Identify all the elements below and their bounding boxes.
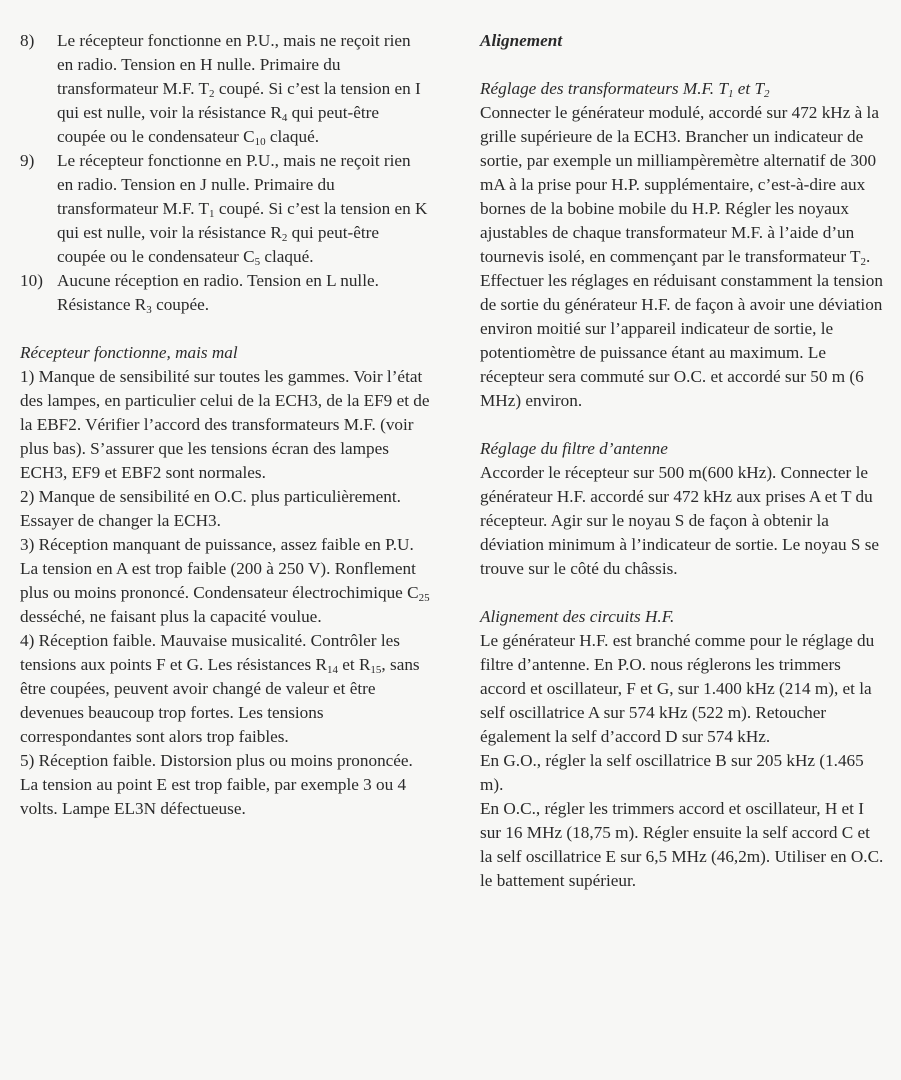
paragraph-hf-go: En G.O., régler la self oscillatrice B sur 205 kHz (1.465 m). [480, 751, 864, 794]
paragraph-3: 3) Réception manquant de puissance, assez faible en P.U. La tension en A est trop faible (200 à 250 V). Ronflement plus ou moins prononcé. Condensateur électrochimique $C_{25}$ desséché, ne faisant plus la capacité voulue. [20, 535, 430, 626]
paragraph-2: 2) Manque de sensibilité en O.C. plus particulièrement. Essayer de changer la ECH3. [20, 487, 401, 530]
page-title: Alignement [480, 31, 563, 50]
paragraph-4: 4) Réception faible. Mauvaise musicalité. Contrôler les tensions aux points F et G. Les résistances $R_{14}$ et $R_{15}$, sans être coupées, peuvent avoir changé de valeur et être devenues beaucoup trop fortes. Les tensions correspondantes sont alors trop faibles. [20, 631, 420, 746]
paragraph-hf-po: Le générateur H.F. est branché comme pour le réglage du filtre d’antenne. En P.O. nous réglerons les trimmers accord et oscillateur, F et G, sur 1.400 kHz (214 m), et la self oscillatrice A sur 574 kHz (522 m). Retoucher également la self d’accord D sur 574 kHz. [480, 631, 875, 746]
paragraph-hf-oc: En O.C., régler les trimmers accord et oscillateur, H et I sur 16 MHz (18,75 m). Régler ensuite la self accord C et la self oscillatrice E sur 6,5 MHz (46,2m). Utiliser en O.C. le battement supérieur. [480, 799, 884, 890]
list-text: Le récepteur fonctionne en P.U., mais ne reçoit rien en radio. Tension en H nulle. Primaire du transformateur M.F. $T_2$ coupé. Si c’est la tension en I qui est nulle, voir la résistance $R_4$ qui peut-être coupée ou le condensateur $C_{10}$ claqué. [57, 31, 421, 148]
paragraph-antenna: Accorder le récepteur sur 500 m(600 kHz). Connecter le générateur H.F. accordé sur 472 kHz aux prises A et T du récepteur. Agir sur le noyau S de façon à obtenir la déviation minimum à l’indicateur de sortie. Le noyau S se trouve sur le côté du châssis. [480, 463, 880, 578]
list-text: Aucune réception en radio. Tension en L nulle. Résistance $R_3$ coupée. [57, 271, 379, 316]
section-heading: Récepteur fonctionne, mais mal [20, 343, 238, 362]
list-number: 9) [20, 151, 35, 170]
section-heading-mf: Réglage des transformateurs M.F. $T_1$ et $T_2$ [480, 79, 770, 100]
list-text: Le récepteur fonctionne en P.U., mais ne reçoit rien en radio. Tension en J nulle. Primaire du transformateur M.F. $T_1$ coupé. Si c’est la tension en K qui est nulle, voir la résistance $R_2$ qui peut-être coupée ou le condensateur $C_5$ claqué. [57, 151, 428, 268]
paragraph-1: 1) Manque de sensibilité sur toutes les gammes. Voir l’état des lampes, en particulier celui de la ECH3, de la EF9 et de la EBF2. Vérifier l’accord des transformateurs M.F. (voir plus bas). S’assurer que les tensions écran des lampes ECH3, EF9 et EBF2 sont normales. [20, 367, 430, 482]
right-column [480, 29, 885, 893]
section-heading-antenna: Réglage du filtre d’antenne [480, 439, 668, 458]
list-number: 8) [20, 31, 35, 50]
list-item-8 [20, 29, 430, 149]
list-number: 10) [20, 271, 43, 290]
list-item-9 [20, 149, 430, 269]
section-heading-hf: Alignement des circuits H.F. [480, 607, 675, 626]
paragraph-mf: Connecter le générateur modulé, accordé sur 472 kHz à la grille supérieure de la ECH3. Brancher un indicateur de sortie, par exemple un milliampèremètre alternatif de 300 mA à la prise pour H.P. supplémentaire, c’est-à-dire aux bornes de la bobine mobile du H.P. Régler les noyaux ajustables de chaque transformateur M.F. à l’aide d’un tournevis isolé, en commençant par le transformateur $T_2$. Effectuer les réglages en réduisant constamment la tension de sortie du générateur H.F. de façon à avoir une déviation environ moitié sur l’appareil indicateur de sortie, le potentiomètre de puissance étant au maximum. Le récepteur sera commuté sur O.C. et accordé sur 50 m (6 MHz) environ. [480, 103, 883, 410]
paragraph-5: 5) Réception faible. Distorsion plus ou moins prononcée. La tension au point E est trop faible, par exemple 3 ou 4 volts. Lampe EL3N défectueuse. [20, 751, 413, 818]
list-item-10 [20, 269, 430, 317]
left-column [20, 29, 430, 821]
